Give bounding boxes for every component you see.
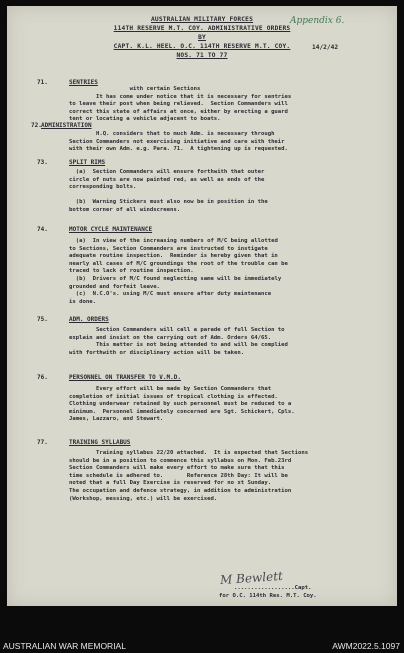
section-number: 71. <box>37 79 48 86</box>
signature-rank-line: ..................Capt. <box>234 585 312 591</box>
section-title: ADM. ORDERS <box>69 316 109 323</box>
section-body: H.Q. considers that to much Adm. is necessary through Section Commanders not exercising initiative and care with their with their own Adm. e.g. Para. 71. A tightening up is requested. <box>69 131 288 153</box>
section-title: SENTRIES <box>69 79 98 86</box>
handwritten-signature: M Bewlett <box>219 568 284 588</box>
section-title: TRAINING SYLLABUS <box>69 439 131 446</box>
document-page <box>7 6 397 606</box>
section-title: MOTOR CYCLE MAINTENANCE <box>69 226 153 233</box>
section-number: 74. <box>37 226 48 233</box>
section-body: (a) In view of the increasing numbers of M/C being allotted to Sections, Section Commanders are instructed to instigate adequate routine inspection. Reminder is hereby given that in nearly all cases of M/C groundings the root of the trouble can be traced to lack of routine inspection. (b) Drivers of M/C found neglecting same will be immediately grounded and forfeit leave. (c) N.C.O's. using M/C must ensure after duty maintenance is done. <box>69 238 288 305</box>
section-title: SPLIT RIMS <box>69 159 106 166</box>
section-body: Training syllabus 22/20 attached. It is expected that Sections should be in a position to commence this syllabus on Mon. Feb.23rd Section Commanders will make every effort to make sure that this time schedule is adhered to. Reference 28th Day: It will be noted that a full Day Exercise is reserved for no xt Sunday. The occupation and defence strategy, in addition to administration (Workshop, messing, etc.) will be exercised. <box>69 450 309 502</box>
header-line-2: 114TH RESERVE M.T. COY. ADMINISTRATIVE ORDERS <box>113 25 291 32</box>
section-number: 72. <box>31 122 42 129</box>
section-number: 77. <box>37 439 48 446</box>
document-date: 14/2/42 <box>312 44 339 51</box>
header-line-5: NOS. 71 TO 77 <box>176 52 228 59</box>
section-title: ADMINISTRATION <box>41 122 92 129</box>
header-line-1: AUSTRALIAN MILITARY FORCES <box>150 16 254 23</box>
section-number: 73. <box>37 159 48 166</box>
header-line-4: CAPT. K.L. HEEL. O.C. 114TH RESERVE M.T. COY. <box>113 43 291 50</box>
section-body: Every effort will be made by Section Commanders that completion of initial issues of tropical clothing is effected. Clothing underwear retained by such personnel must be reduced to a minimum. Personnel immediately concerned are Sgt. Schickert, Cpls. James, Lazzaro, and Stewart. <box>69 386 295 423</box>
section-body: with certain Sections It has come under notice that it is necessary for sentries to leave their post when being relieved. Section Commanders will correct this state of affairs at once, either by erecting a guard tent or locating a vehicle adjacent to boats. <box>69 86 292 123</box>
section-number: 75. <box>37 316 48 323</box>
signature-unit-line: for O.C. 114th Res. M.T. Coy. <box>219 593 317 599</box>
archive-reference: AWM2022.5.1097 <box>332 641 400 651</box>
section-body: Section Commanders will call a parade of full Section to explain and insist on the carrying out of Adm. Orders 64/65. This matter is not being attended to and will be complied with forthwith or disciplinary action will be taken. <box>69 327 288 356</box>
header-line-3: BY <box>198 34 206 41</box>
section-body: (a) Section Commanders will ensure forthwith that outer circle of nuts are now painted red, as well as ends of the corresponding bolts. (b) Warning Stickers must also now be in position in the bottom corner of all windscreens. <box>69 169 268 213</box>
archive-credit: AUSTRALIAN WAR MEMORIAL <box>3 641 126 651</box>
handwritten-annotation: Appendix 6. <box>290 16 345 26</box>
section-number: 76. <box>37 374 48 381</box>
section-title: PERSONNEL ON TRANSFER TO V.M.D. <box>69 374 181 381</box>
